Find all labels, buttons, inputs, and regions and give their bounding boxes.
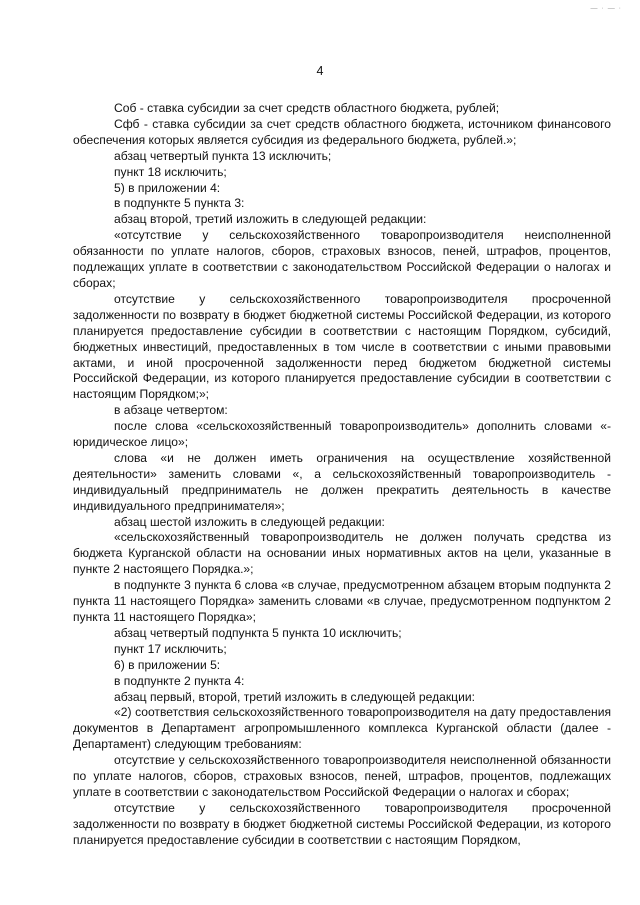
- paragraph: абзац первый, второй, третий изложить в следующей редакции:: [114, 689, 475, 704]
- document-body: [73, 101, 611, 849]
- paragraph: в подпункте 3 пункта 6 слова «в случае, предусмотренном абзацем вторым подпункта 2 пункта 11 настоящего Порядка» заменить словами «в случае, предусмотренном подпунктом 2 пункта 11 настоящего Порядка»;: [73, 578, 611, 624]
- paragraph: слова «и не должен иметь ограничения на осуществление хозяйственной деятельности» заменить словами «, а сельскохозяйственный товаропроизводитель - индивидуальный предприниматель не должен прекратить деятельность в качестве индивидуального предпринимателя»;: [73, 450, 611, 513]
- paragraph: 6) в приложении 5:: [114, 657, 221, 672]
- paragraph: отсутствие у сельскохозяйственного товаропроизводителя неисполненной обязанности по уплате налогов, сборов, страховых взносов, пеней, штрафов, процентов, подлежащих уплате в соответствии с законодательством Российской Федерации о налогах и сборах;: [73, 753, 611, 799]
- paragraph: отсутствие у сельскохозяйственного товаропроизводителя просроченной задолженности по возврату в бюджет бюджетной системы Российской Федерации, из которого планируется предоставление субсидии в соответствии с настоящим Порядком, субсидий, бюджетных инвестиций, предоставленных в том числе в соответствии с иными правовыми актами, и иной просроченной задолженности перед бюджетом бюджетной системы Российской Федерации, из которого планируется предоставление субсидии в соответствии с настоящим Порядком;»;: [73, 291, 611, 402]
- paragraph: пункт 17 исключить;: [114, 641, 227, 656]
- paragraph: Сфб - ставка субсидии за счет средств областного бюджета, источником финансового обеспечения которых является субсидия из федерального бюджета, рублей.»;: [73, 116, 611, 147]
- paragraph: 5) в приложении 4:: [114, 180, 221, 195]
- paragraph: абзац четвертый пункта 13 исключить;: [114, 148, 332, 163]
- paragraph: в абзаце четвертом:: [114, 403, 228, 418]
- paragraph: в подпункте 5 пункта 3:: [114, 196, 245, 211]
- paragraph: абзац второй, третий изложить в следующей редакции:: [114, 212, 427, 227]
- paragraph: «2) соответствия сельскохозяйственного товаропроизводителя на дату предоставления документов в Департамент агропромышленного комплекса Курганской области (далее - Департамент) следующим требованиям:: [73, 705, 611, 752]
- paragraph: абзац шестой изложить в следующей редакции:: [114, 514, 385, 529]
- page-number: 4: [316, 64, 324, 78]
- paragraph: «сельскохозяйственный товаропроизводитель не должен получать средства из бюджета Курганской области на основании иных нормативных актов на цели, указанные в пункте 2 настоящего Порядка.»;: [73, 530, 611, 577]
- paragraph: пункт 18 исключить;: [114, 164, 227, 179]
- corner-mark: — · — ·: [590, 5, 622, 12]
- paragraph: отсутствие у сельскохозяйственного товаропроизводителя просроченной задолженности по возврату в бюджет бюджетной системы Российской Федерации, из которого планируется предоставление субсидии в соответствии с настоящим Порядком,: [73, 800, 611, 847]
- paragraph: абзац четвертый подпункта 5 пункта 10 исключить;: [114, 625, 402, 640]
- paragraph: «отсутствие у сельскохозяйственного товаропроизводителя неисполненной обязанности по уплате налогов, сборов, страховых взносов, пеней, штрафов, процентов, подлежащих уплате в соответствии с законодательством Российской Федерации о налогах и сборах;: [73, 228, 611, 290]
- paragraph: в подпункте 2 пункта 4:: [114, 673, 245, 688]
- paragraph: Соб - ставка субсидии за счет средств областного бюджета, рублей;: [114, 101, 500, 115]
- paragraph: после слова «сельскохозяйственный товаропроизводитель» дополнить словами «- юридическое лицо»;: [73, 419, 611, 450]
